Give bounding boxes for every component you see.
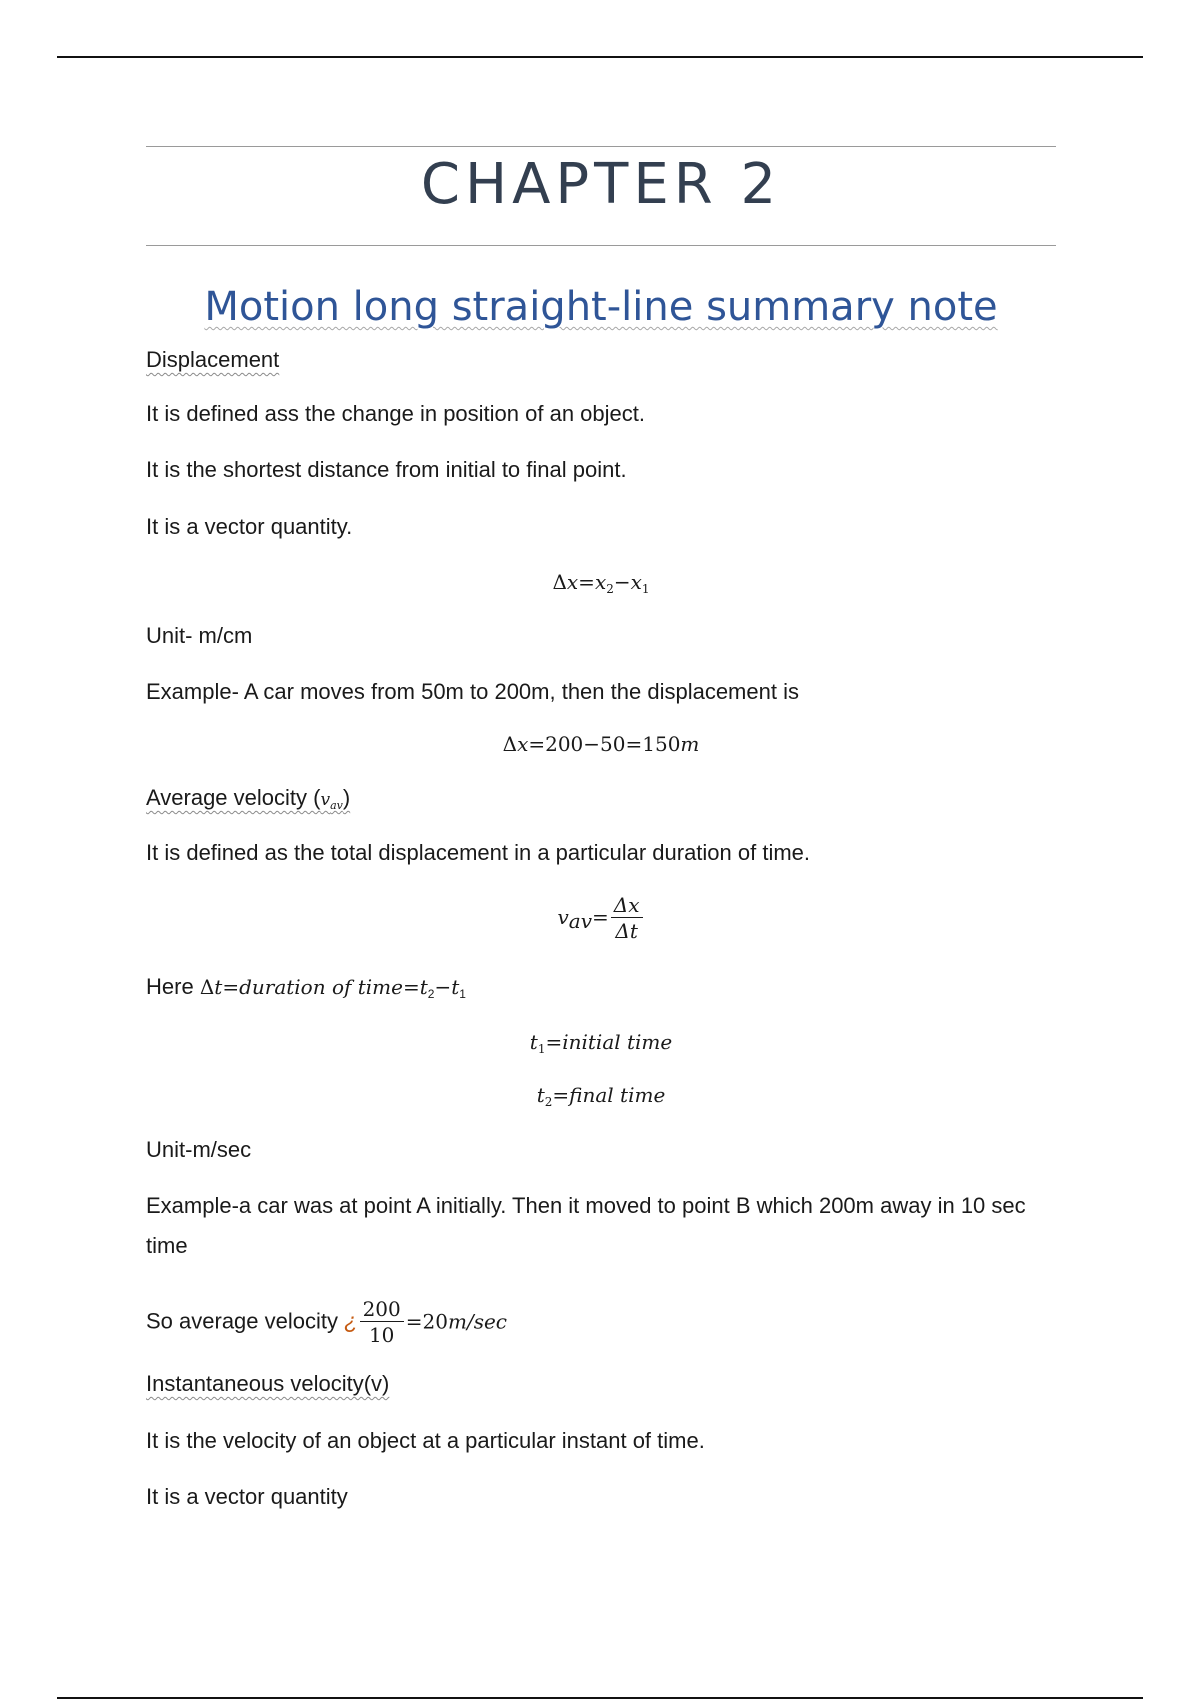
result-numerator: 200 [360, 1297, 404, 1322]
average-velocity-heading-text [146, 785, 350, 810]
here-sub-2: 2 [427, 987, 435, 1001]
formula-equals: = [592, 905, 609, 929]
t2-symbol: t [536, 1083, 545, 1107]
instantaneous-velocity-heading-text: Instantaneous velocity(v) [146, 1371, 390, 1396]
formula-fraction [611, 893, 643, 944]
average-velocity-definition: It is defined as the total displacement in a particular duration of time. [146, 840, 811, 865]
t2-sub: 2 [544, 1095, 553, 1109]
average-velocity-heading [146, 778, 1056, 826]
example-unit: m [680, 732, 700, 756]
formula-sub-1: 1 [641, 582, 650, 596]
subtitle-text: Motion long straight-line summary note [204, 284, 998, 330]
heading-close: ) [342, 785, 351, 810]
displacement-example-formula [146, 728, 1056, 760]
footer-rule [57, 1697, 1143, 1699]
heading-v: v [320, 790, 331, 810]
here-sub-1: 1 [459, 987, 466, 1001]
final-time-line [146, 1079, 1056, 1118]
displacement-unit: Unit- m/cm [146, 623, 253, 648]
fraction-numerator: Δx [611, 893, 643, 918]
example-x: x [517, 732, 529, 756]
example-delta: Δ [502, 732, 518, 756]
formula-delta: Δ [552, 570, 567, 594]
instantaneous-velocity-heading [146, 1364, 1056, 1404]
instantaneous-velocity-line-2: It is a vector quantity [146, 1484, 348, 1509]
formula-x: x [566, 570, 579, 594]
t2-text: =final time [552, 1083, 666, 1107]
formula-v-sub: av [568, 909, 593, 933]
t1-symbol: t [529, 1030, 538, 1054]
formula-x1: x [630, 570, 642, 594]
formula-sub-2: 2 [606, 582, 614, 596]
instantaneous-velocity-line-1: It is the velocity of an object at a particular instant of time. [146, 1428, 705, 1453]
chapter-top-rule [146, 146, 1056, 147]
chapter-title: CHAPTER 2 [420, 152, 782, 217]
here-text: =duration of time= [222, 975, 420, 999]
displacement-line-3: It is a vector quantity. [146, 514, 353, 539]
displacement-heading [146, 340, 1056, 380]
average-velocity-result [146, 1297, 1056, 1348]
initial-time-line [146, 1026, 1056, 1065]
heading-v-sub: av [330, 799, 343, 812]
here-t1: t [451, 975, 460, 999]
formula-x2: x [594, 570, 607, 594]
result-denominator: 10 [368, 1323, 395, 1347]
result-glyph: ¿ [344, 1308, 358, 1334]
displacement-line-1: It is defined ass the change in position of an object. [146, 401, 645, 426]
result-value: =20 [405, 1309, 448, 1334]
displacement-formula [146, 566, 1056, 605]
formula-minus: − [613, 570, 631, 594]
average-velocity-example: Example-a car was at point A initially. Then it moved to point B which 200m away in 10 sec time [146, 1193, 1026, 1258]
displacement-example: Example- A car moves from 50m to 200m, then the displacement is [146, 679, 799, 704]
here-line [146, 967, 1056, 1014]
here-t2: t [419, 975, 428, 999]
header-rule [57, 56, 1143, 58]
average-velocity-formula [146, 893, 1056, 944]
formula-equals: = [578, 570, 595, 594]
result-fraction [360, 1297, 404, 1348]
t1-sub: 1 [537, 1042, 546, 1056]
heading-label: Average velocity ( [146, 785, 321, 810]
result-label: So average velocity [146, 1308, 338, 1334]
document-subtitle [146, 285, 1056, 329]
formula-v: v [557, 905, 569, 929]
here-t: t [214, 975, 223, 999]
result-unit: m/sec [447, 1309, 507, 1334]
here-minus: − [434, 975, 452, 999]
example-calculation: =200−50=150 [528, 732, 681, 756]
average-velocity-unit: Unit-m/sec [146, 1137, 252, 1162]
here-delta: Δ [199, 975, 215, 999]
chapter-bottom-rule [146, 245, 1056, 246]
displacement-heading-text: Displacement [146, 347, 280, 372]
displacement-line-2: It is the shortest distance from initial to final point. [146, 457, 627, 482]
t1-text: =initial time [545, 1030, 673, 1054]
fraction-denominator: Δt [615, 919, 638, 943]
here-label: Here [146, 974, 194, 999]
